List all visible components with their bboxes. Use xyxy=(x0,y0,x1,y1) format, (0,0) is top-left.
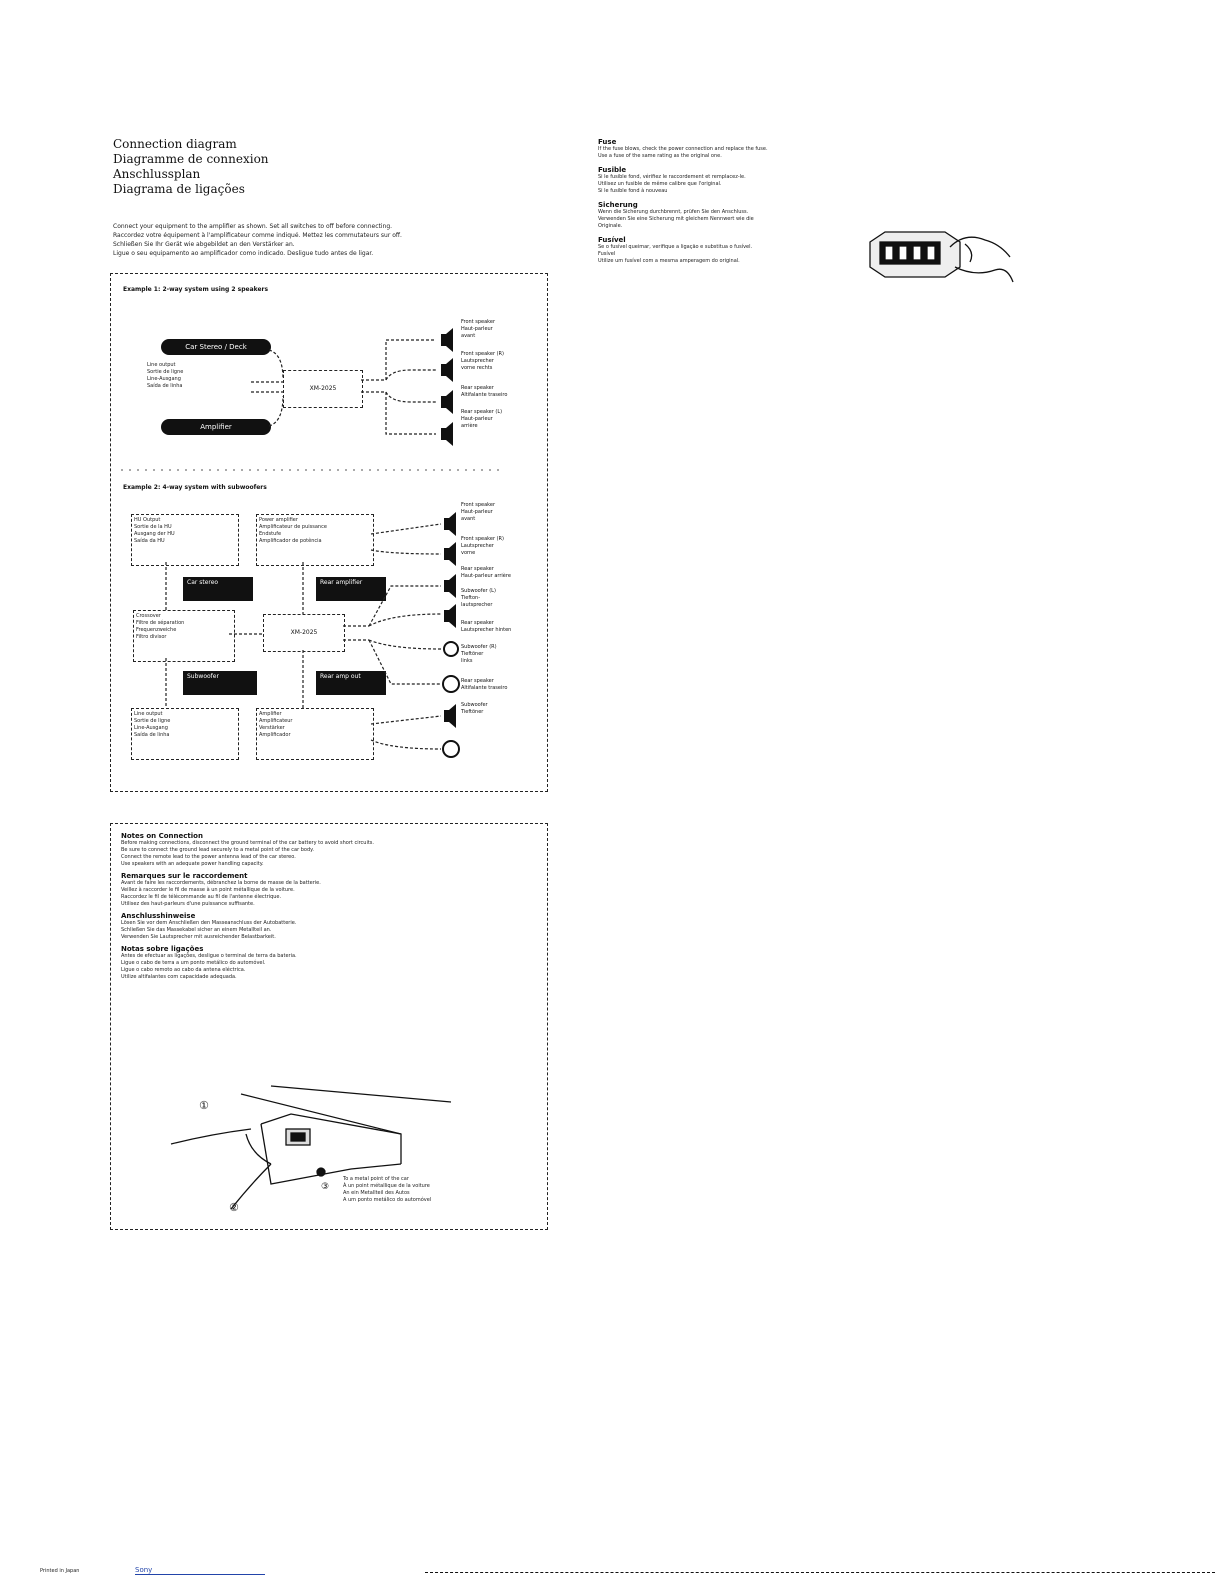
intro-line: Connect your equipment to the amplifier as shown. Set all switches to off before connecting. xyxy=(113,223,393,230)
fuse-heading: Fusible xyxy=(598,166,627,174)
output-label: links xyxy=(461,658,473,664)
speaker-icons-2 xyxy=(443,512,459,757)
output-labels-2 xyxy=(461,502,511,716)
title-line: Diagramme de connexion xyxy=(113,152,269,166)
fuse-line: Verwenden Sie eine Sicherung mit gleichem Nennwert wie die xyxy=(598,216,754,222)
car-stereo-label: Car stereo xyxy=(183,577,253,601)
output-label: Haut-parleur arrière xyxy=(461,573,511,579)
speaker-icons xyxy=(441,328,453,446)
intro-line: Raccordez votre équipement à l'amplificateur comme indiqué. Mettez les commutateurs sur off. xyxy=(113,232,402,239)
output-label: Subwoofer (L) xyxy=(461,588,496,594)
box-line: Verstärker xyxy=(259,725,285,731)
output-label: Tieftöner xyxy=(461,709,484,715)
notes-line: Utilize altifalantes com capacidade adequada. xyxy=(121,974,237,980)
footer-link[interactable]: Sony xyxy=(135,1566,265,1575)
fuse-line: Si le fusible fond à nouveau xyxy=(598,188,668,194)
output-label: Rear speaker xyxy=(461,566,494,572)
figure-label: ② xyxy=(229,1201,239,1214)
footer-text: Printed in Japan xyxy=(40,1568,80,1574)
output-label: arrière xyxy=(461,423,478,429)
amplifier-pill: Amplifier xyxy=(161,419,271,435)
fuse-instructions xyxy=(598,138,860,265)
fuse-line: Si le fusible fond, vérifiez le raccordement et remplacez-le. xyxy=(598,174,746,180)
notes-line: Raccordez le fil de télécommande au fil de l'antenne électrique. xyxy=(121,894,282,900)
fuse-line: Se o fusível queimar, verifique a ligação e substitua o fusível. xyxy=(598,244,753,250)
figure-label: ③ xyxy=(321,1182,330,1192)
notes-line: Utilisez des haut-parleurs d'une puissance suffisante. xyxy=(121,901,255,907)
input-line: Sortie de ligne xyxy=(147,369,184,375)
output-label: vorne rechts xyxy=(461,365,493,371)
fuse-heading: Fusível xyxy=(598,236,626,244)
box-line: Filtro divisor xyxy=(136,634,167,640)
box-line: Amplificateur de puissance xyxy=(259,524,327,530)
output-label: Rear speaker xyxy=(461,620,494,626)
output-label: Rear speaker xyxy=(461,385,494,391)
output-label: Front speaker xyxy=(461,502,496,508)
fuse-illustration xyxy=(865,222,1015,290)
box-line: Ausgang der HU xyxy=(134,531,175,537)
box-line: Line output xyxy=(134,711,163,717)
notes-heading: Notes on Connection xyxy=(121,832,203,840)
box-line: Line-Ausgang xyxy=(134,725,168,731)
output-labels-1 xyxy=(461,319,507,430)
output-label: Front speaker (R) xyxy=(461,536,504,542)
output-label: Haut-parleur xyxy=(461,509,493,515)
intro-line: Schließen Sie Ihr Gerät wie abgebildet an den Verstärker an. xyxy=(113,241,295,248)
output-label: Altifalante traseiro xyxy=(461,392,508,398)
fuse-line: Fusível xyxy=(598,251,616,257)
fuse-line: Utilize um fusível com a mesma amperagem do original. xyxy=(598,258,740,264)
rear-amp-out-label: Rear amp out xyxy=(316,671,386,695)
notes-line: Schließen Sie das Massekabel sicher an einem Metallteil an. xyxy=(121,927,272,933)
output-label: vorne xyxy=(461,550,476,556)
notes-line: Before making connections, disconnect the ground terminal of the car battery to avoid short circuits. xyxy=(121,840,374,846)
box-line: Saída da HU xyxy=(134,538,165,544)
box-line: HU Output xyxy=(134,517,161,523)
output-label: Lautsprecher hinten xyxy=(461,627,512,633)
box-line: Filtre de séparation xyxy=(136,620,185,626)
notes-line: Verwenden Sie Lautsprecher mit ausreichender Belastbarkeit. xyxy=(121,934,276,940)
notes-line: Avant de faire les raccordements, débranchez la borne de masse de la batterie. xyxy=(121,880,321,886)
output-label: avant xyxy=(461,333,476,339)
box-line: Endstufe xyxy=(259,531,282,537)
input-line: Line-Ausgang xyxy=(147,376,181,382)
subwoofer-label: Subwoofer xyxy=(183,671,257,695)
title-line: Diagrama de ligações xyxy=(113,182,245,196)
fuse-line: Use a fuse of the same rating as the original one. xyxy=(598,153,722,159)
notes-line: Be sure to connect the ground lead securely to a metal point of the car body. xyxy=(121,847,314,853)
footer-rule xyxy=(425,1572,1215,1573)
caption-line: A um ponto metálico do automóvel xyxy=(343,1197,432,1203)
box-line: Sortie de la HU xyxy=(134,524,172,530)
output-label: Tieftöner xyxy=(461,651,484,657)
output-label: Haut-parleur xyxy=(461,416,493,422)
box-line: Amplificateur xyxy=(259,718,293,724)
output-label: Subwoofer xyxy=(461,702,488,708)
xm-unit-box-1: XM-2025 xyxy=(283,370,363,408)
box-line: Amplifier xyxy=(259,711,282,717)
connection-notes-box xyxy=(110,823,548,1230)
notes-line: Ligue o cabo de terra a um ponto metálico do automóvel. xyxy=(121,960,266,966)
caption-line: To a metal point of the car xyxy=(343,1176,409,1182)
box-line: Power amplifier xyxy=(259,517,298,523)
notes-text xyxy=(121,832,537,981)
fuse-line: If the fuse blows, check the power connection and replace the fuse. xyxy=(598,146,768,152)
notes-line: Lösen Sie vor dem Anschließen den Masseanschluss der Autobatterie. xyxy=(121,920,297,926)
caption-line: An ein Metallteil des Autos xyxy=(343,1190,410,1196)
car-stereo-pill: Car Stereo / Deck xyxy=(161,339,271,355)
notes-line: Ligue o cabo remoto ao cabo da antena eléctrica. xyxy=(121,967,246,973)
footer xyxy=(0,1560,1225,1585)
title-line: Anschlussplan xyxy=(113,167,201,181)
output-label: Front speaker xyxy=(461,319,496,325)
caption-line: À un point métallique de la voiture xyxy=(343,1183,430,1189)
output-label: Tiefton- xyxy=(461,595,481,601)
fuse-line: Utilisez un fusible de même calibre que l'original. xyxy=(598,181,722,187)
xm-unit-box-2: XM-2025 xyxy=(263,614,345,652)
figure-caption xyxy=(343,1176,431,1204)
fuse-heading: Sicherung xyxy=(598,201,638,209)
output-label: Rear speaker (L) xyxy=(461,409,503,415)
box-line: Saída de linha xyxy=(134,732,170,738)
rear-amp-label: Rear amplifier xyxy=(316,577,386,601)
example-2-title: Example 2: 4-way system with subwoofers xyxy=(123,484,267,491)
input-line: Line output xyxy=(147,362,176,368)
notes-line: Antes de efectuar as ligações, desligue o terminal de terra da bateria. xyxy=(121,953,297,959)
box-line: Amplificador xyxy=(259,732,291,738)
notes-heading: Remarques sur le raccordement xyxy=(121,872,248,880)
notes-line: Use speakers with an adequate power handling capacity. xyxy=(121,861,264,867)
output-label: Front speaker (R) xyxy=(461,351,504,357)
connection-diagram-box xyxy=(110,273,548,792)
figure-label: ① xyxy=(199,1099,209,1112)
output-label: Altifalante traseiro xyxy=(461,685,508,691)
output-label: avant xyxy=(461,516,476,522)
title-line: Connection diagram xyxy=(113,137,237,151)
fuse-line: Wenn die Sicherung durchbrennt, prüfen Sie den Anschluss. xyxy=(598,209,749,215)
intro-line: Ligue o seu equipamento ao amplificador como indicado. Desligue tudo antes de ligar. xyxy=(113,250,374,257)
diagram-titles xyxy=(113,137,269,197)
box-line: Crossover xyxy=(136,613,161,619)
notes-heading: Anschlusshinweise xyxy=(121,912,196,920)
example-1-title: Example 1: 2-way system using 2 speakers xyxy=(123,286,269,293)
intro-text xyxy=(113,222,413,258)
notes-heading: Notas sobre ligações xyxy=(121,945,204,953)
notes-line: Connect the remote lead to the power antenna lead of the car stereo. xyxy=(121,854,296,860)
box-line: Amplificador de potência xyxy=(259,538,322,544)
output-label: Subwoofer (R) xyxy=(461,644,497,650)
fuse-line: Originale. xyxy=(598,223,623,229)
output-label: Haut-parleur xyxy=(461,326,493,332)
notes-line: Veillez à raccorder le fil de masse à un point métallique de la voiture. xyxy=(121,887,295,893)
output-label: Lautsprecher xyxy=(461,358,494,364)
output-label: Rear speaker xyxy=(461,678,494,684)
output-label: Lautsprecher xyxy=(461,543,494,549)
box-line: Sortie de ligne xyxy=(134,718,171,724)
output-label: lautsprecher xyxy=(461,602,493,608)
box-line: Frequenzweiche xyxy=(136,627,177,633)
input-line: Saída de linha xyxy=(147,383,183,389)
fuse-heading: Fuse xyxy=(598,138,617,146)
